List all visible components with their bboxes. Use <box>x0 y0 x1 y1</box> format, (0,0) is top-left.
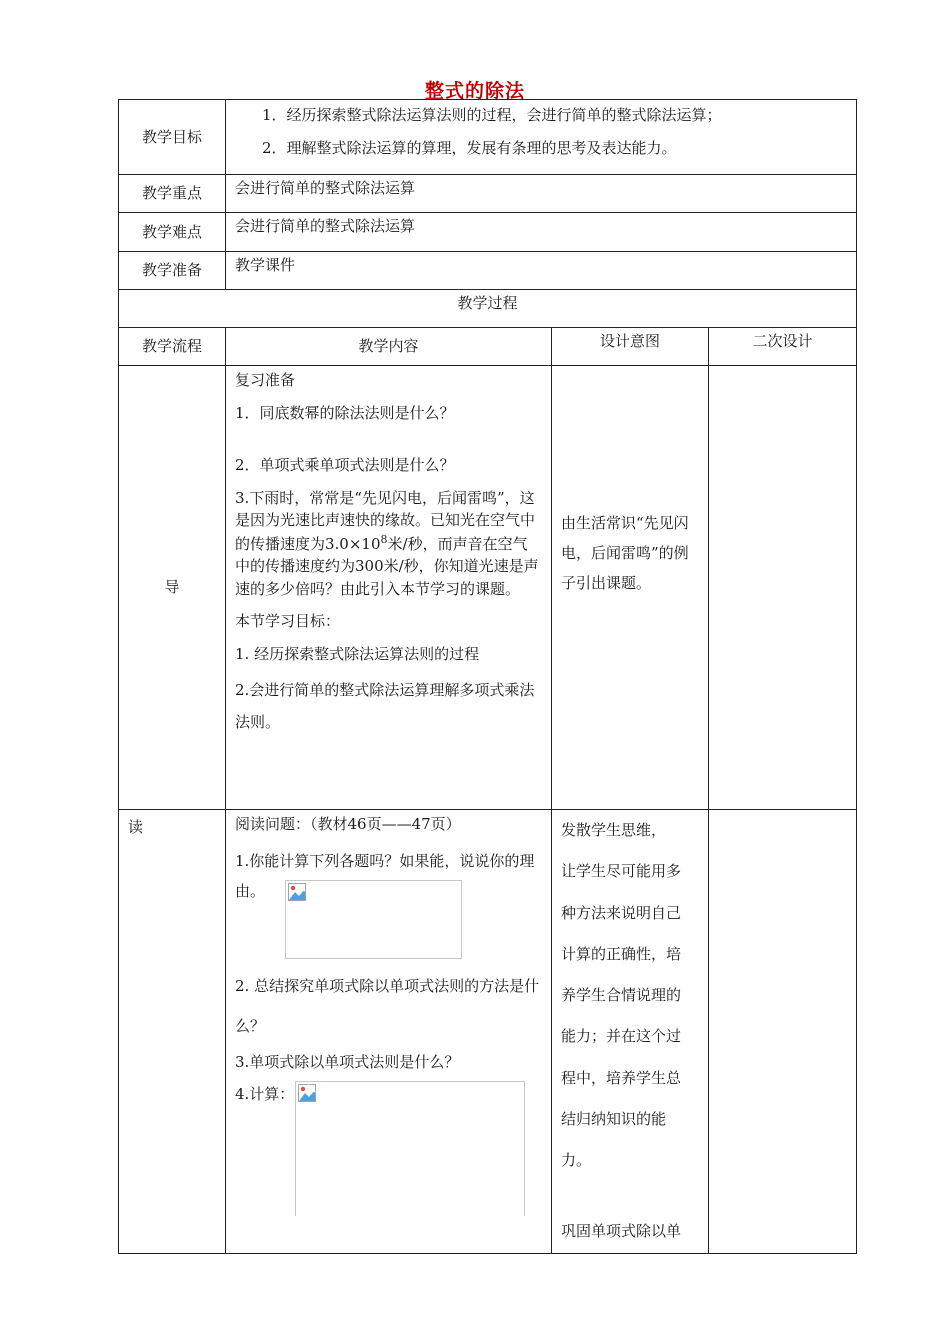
stage-guide-second <box>709 366 857 810</box>
difficulty-row <box>119 213 857 252</box>
read-intent-line: 能力；并在这个过 <box>561 1027 682 1046</box>
read-question-3: 3.单项式除以单项式法则是什么？ <box>235 1052 460 1071</box>
goal-item: 2．理解整式除法运算的算理，发展有条理的思考及表达能力。 <box>262 138 677 157</box>
header-flow: 教学流程 <box>119 328 226 366</box>
guide-intent-text: 由生活常识“先见闪电，后闻雷鸣”的例子引出课题。 <box>561 514 689 592</box>
key-row <box>119 175 857 213</box>
learning-goal-title: 本节学习目标： <box>235 612 341 630</box>
header-second: 二次设计 <box>709 328 857 366</box>
read-intent-line: 种方法来说明自己 <box>561 903 682 922</box>
broken-image-icon <box>295 1081 525 1216</box>
header-intent: 设计意图 <box>552 328 709 366</box>
review-question-2: 2．单项式乘单项式法则是什么？ <box>235 456 455 474</box>
stage-read-intent <box>552 810 709 1254</box>
broken-image-icon <box>285 880 462 959</box>
goal-label: 教学目标 <box>119 100 226 175</box>
stage-read-second <box>709 810 857 1254</box>
read-question-4: 4.计算： <box>235 1085 295 1103</box>
stage-guide-content <box>226 366 552 810</box>
read-question-1: 1.你能计算下列各题吗？如果能，说说你的理由。 <box>235 851 535 900</box>
stage-guide-label: 导 <box>119 366 226 810</box>
learning-goal-2: 2.会进行简单的整式除法运算理解多项式乘法法则。 <box>235 681 535 731</box>
exponent: 8 <box>380 532 388 546</box>
key-content: 会进行简单的整式除法运算 <box>226 175 857 213</box>
read-question-2: 2. 总结探究单项式除以单项式法则的方法是什么？ <box>235 976 540 1035</box>
question-3-text-b: 米/秒，而声音在空气中的传播速度约为300米/秒，你知道光速是声速的多少倍吗？由此引入本节学习的课题。 <box>235 534 539 598</box>
stage-read-content <box>226 810 552 1254</box>
review-question-3 <box>235 487 542 601</box>
read-intent-line: 养学生合情说理的 <box>561 986 682 1004</box>
read-intent-line: 发散学生思维， <box>561 821 667 839</box>
lesson-plan-table <box>118 99 857 1254</box>
key-label: 教学重点 <box>119 175 226 213</box>
prep-row <box>119 252 857 290</box>
question-3-text-a: 3.下雨时，常常是“先见闪电，后闻雷鸣”，这是因为光速比声速快的缘故。已知光在空气中的传播速度为3.0×10 <box>235 488 536 553</box>
header-content: 教学内容 <box>226 328 552 366</box>
read-intent-line: 计算的正确性，培 <box>561 944 682 963</box>
header-row <box>119 328 857 366</box>
learning-goal-1: 1. 经历探索整式除法运算法则的过程 <box>235 644 480 663</box>
prep-content: 教学课件 <box>226 252 857 290</box>
read-intent-line: 巩固单项式除以单 <box>561 1222 682 1241</box>
read-intent-line: 让学生尽可能用多 <box>561 862 682 881</box>
read-title: 阅读问题：（教材46页——47页） <box>235 815 461 833</box>
document-title: 整式的除法 <box>424 80 525 102</box>
stage-guide-intent <box>552 366 709 810</box>
process-title-row <box>119 290 857 328</box>
goal-content <box>226 100 857 175</box>
read-intent-line <box>561 1181 702 1211</box>
read-intent-line: 程中，培养学生总 <box>561 1068 682 1087</box>
read-intent-line: 力。 <box>561 1151 592 1169</box>
goal-row <box>119 100 857 175</box>
review-title: 复习准备 <box>235 371 296 389</box>
stage-read-label: 读 <box>119 810 226 1254</box>
prep-label: 教学准备 <box>119 252 226 290</box>
process-title: 教学过程 <box>119 290 857 328</box>
read-question-1-block <box>235 846 542 966</box>
difficulty-label: 教学难点 <box>119 213 226 252</box>
goal-item: 1．经历探索整式除法运算法则的过程，会进行简单的整式除法运算； <box>262 106 722 124</box>
stage-read-row <box>119 810 857 1254</box>
stage-guide-row <box>119 366 857 810</box>
review-question-1: 1．同底数幂的除法法则是什么？ <box>235 403 455 422</box>
read-intent-line: 结归纳知识的能 <box>561 1109 667 1128</box>
read-question-4-block <box>235 1083 542 1218</box>
difficulty-content: 会进行简单的整式除法运算 <box>226 213 857 252</box>
